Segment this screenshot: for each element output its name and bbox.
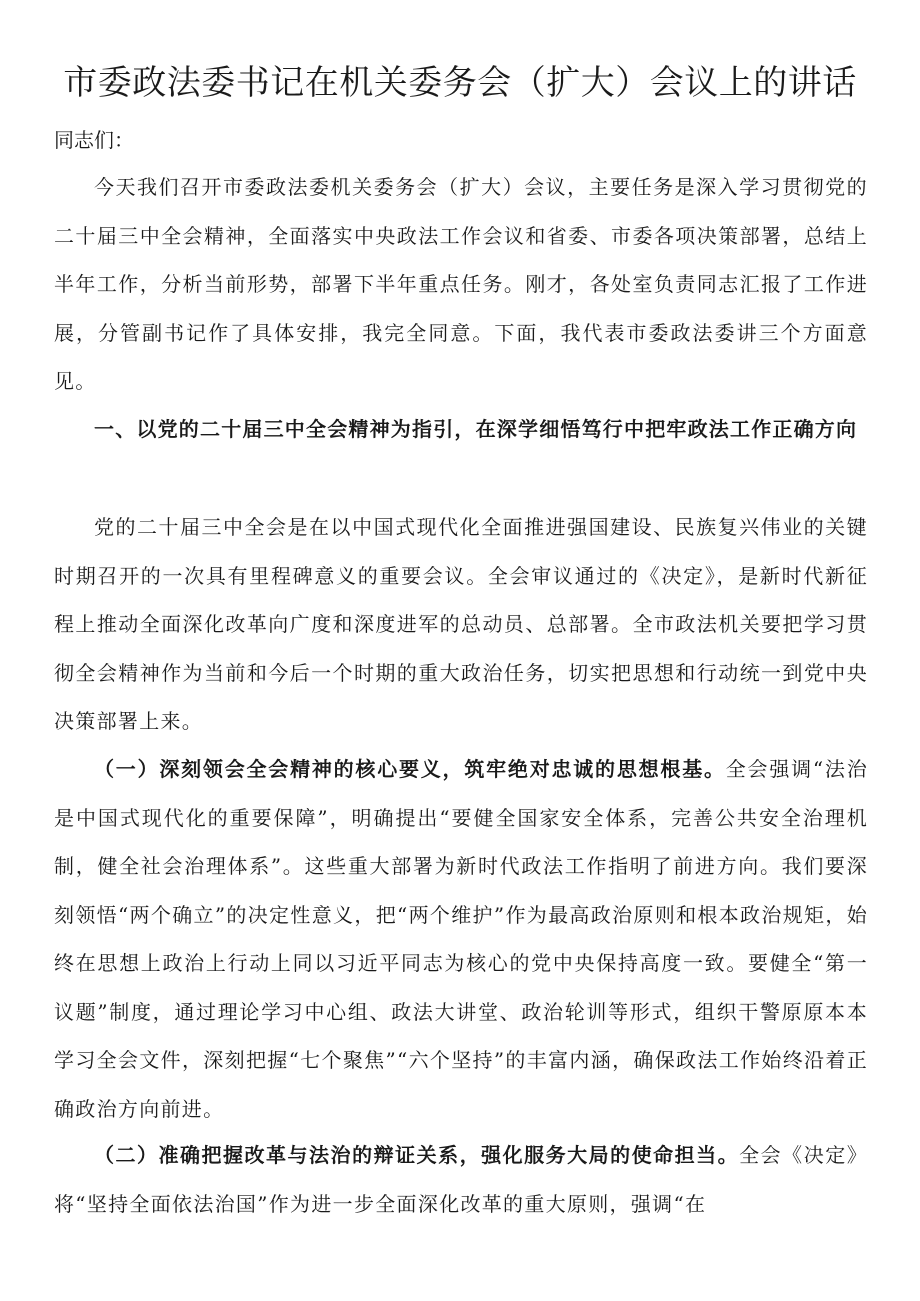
subsection-2-paragraph — [54, 1131, 868, 1228]
salutation: 同志们： — [54, 128, 134, 152]
opening-paragraph: 今天我们召开市委政法委机关委务会（扩大）会议，主要任务是深入学习贯彻党的二十届三中全会精神，全面落实中央政法工作会议和省委、市委各项决策部署，总结上半年工作，分析当前形势，部署下半年重点任务。刚才，各处室负责同志汇报了工作进展，分管副书记作了具体安排，我完全同意。下面，我代表市委政法委讲三个方面意见。 — [54, 175, 868, 393]
subsection-1-body: 全会强调“法治是中国式现代化的重要保障”，明确提出“要健全国家安全体系，完善公共安全治理机制，健全社会治理体系”。这些重大部署为新时代政法工作指明了前进方向。我们要深刻领悟“两个确立”的决定性意义，把“两个维护”作为最高政治原则和根本政治规矩，始终在思想上政治上行动上同以习近平同志为核心的党中央保持高度一致。要健全“第一议题”制度，通过理论学习中心组、政法大讲堂、政治轮训等形式，组织干警原原本本学习全会文件，深刻把握“七个聚焦”“六个坚持”的丰富内涵，确保政法工作始终沿着正确政治方向前进。 — [54, 757, 868, 1121]
section-heading-1: 一、以党的二十届三中全会精神为指引，在深学细悟笃行中把牢政法工作正确方向 — [94, 417, 858, 441]
section-1-intro-paragraph: 党的二十届三中全会是在以中国式现代化全面推进强国建设、民族复兴伟业的关键时期召开的一次具有里程碑意义的重要会议。全会审议通过的《决定》，是新时代新征程上推动全面深化改革向广度和深度进军的总动员、总部署。全市政法机关要把学习贯彻全会精神作为当前和今后一个时期的重大政治任务，切实把思想和行动统一到党中央决策部署上来。 — [54, 515, 868, 733]
subsection-1-lead: （一）深刻领会全会精神的核心要义，筑牢绝对忠诚的思想根基。 — [94, 757, 726, 781]
subsection-2-body: 全会《决定》将“坚持全面依法治国”作为进一步全面深化改革的重大原则，强调“在 — [54, 1143, 868, 1216]
subsection-2-lead: （二）准确把握改革与法治的辩证关系，强化服务大局的使命担当。 — [94, 1143, 740, 1167]
document-title: 市委政法委书记在机关委务会（扩大）会议上的讲话 — [63, 63, 857, 103]
subsection-1-paragraph — [54, 745, 868, 1133]
